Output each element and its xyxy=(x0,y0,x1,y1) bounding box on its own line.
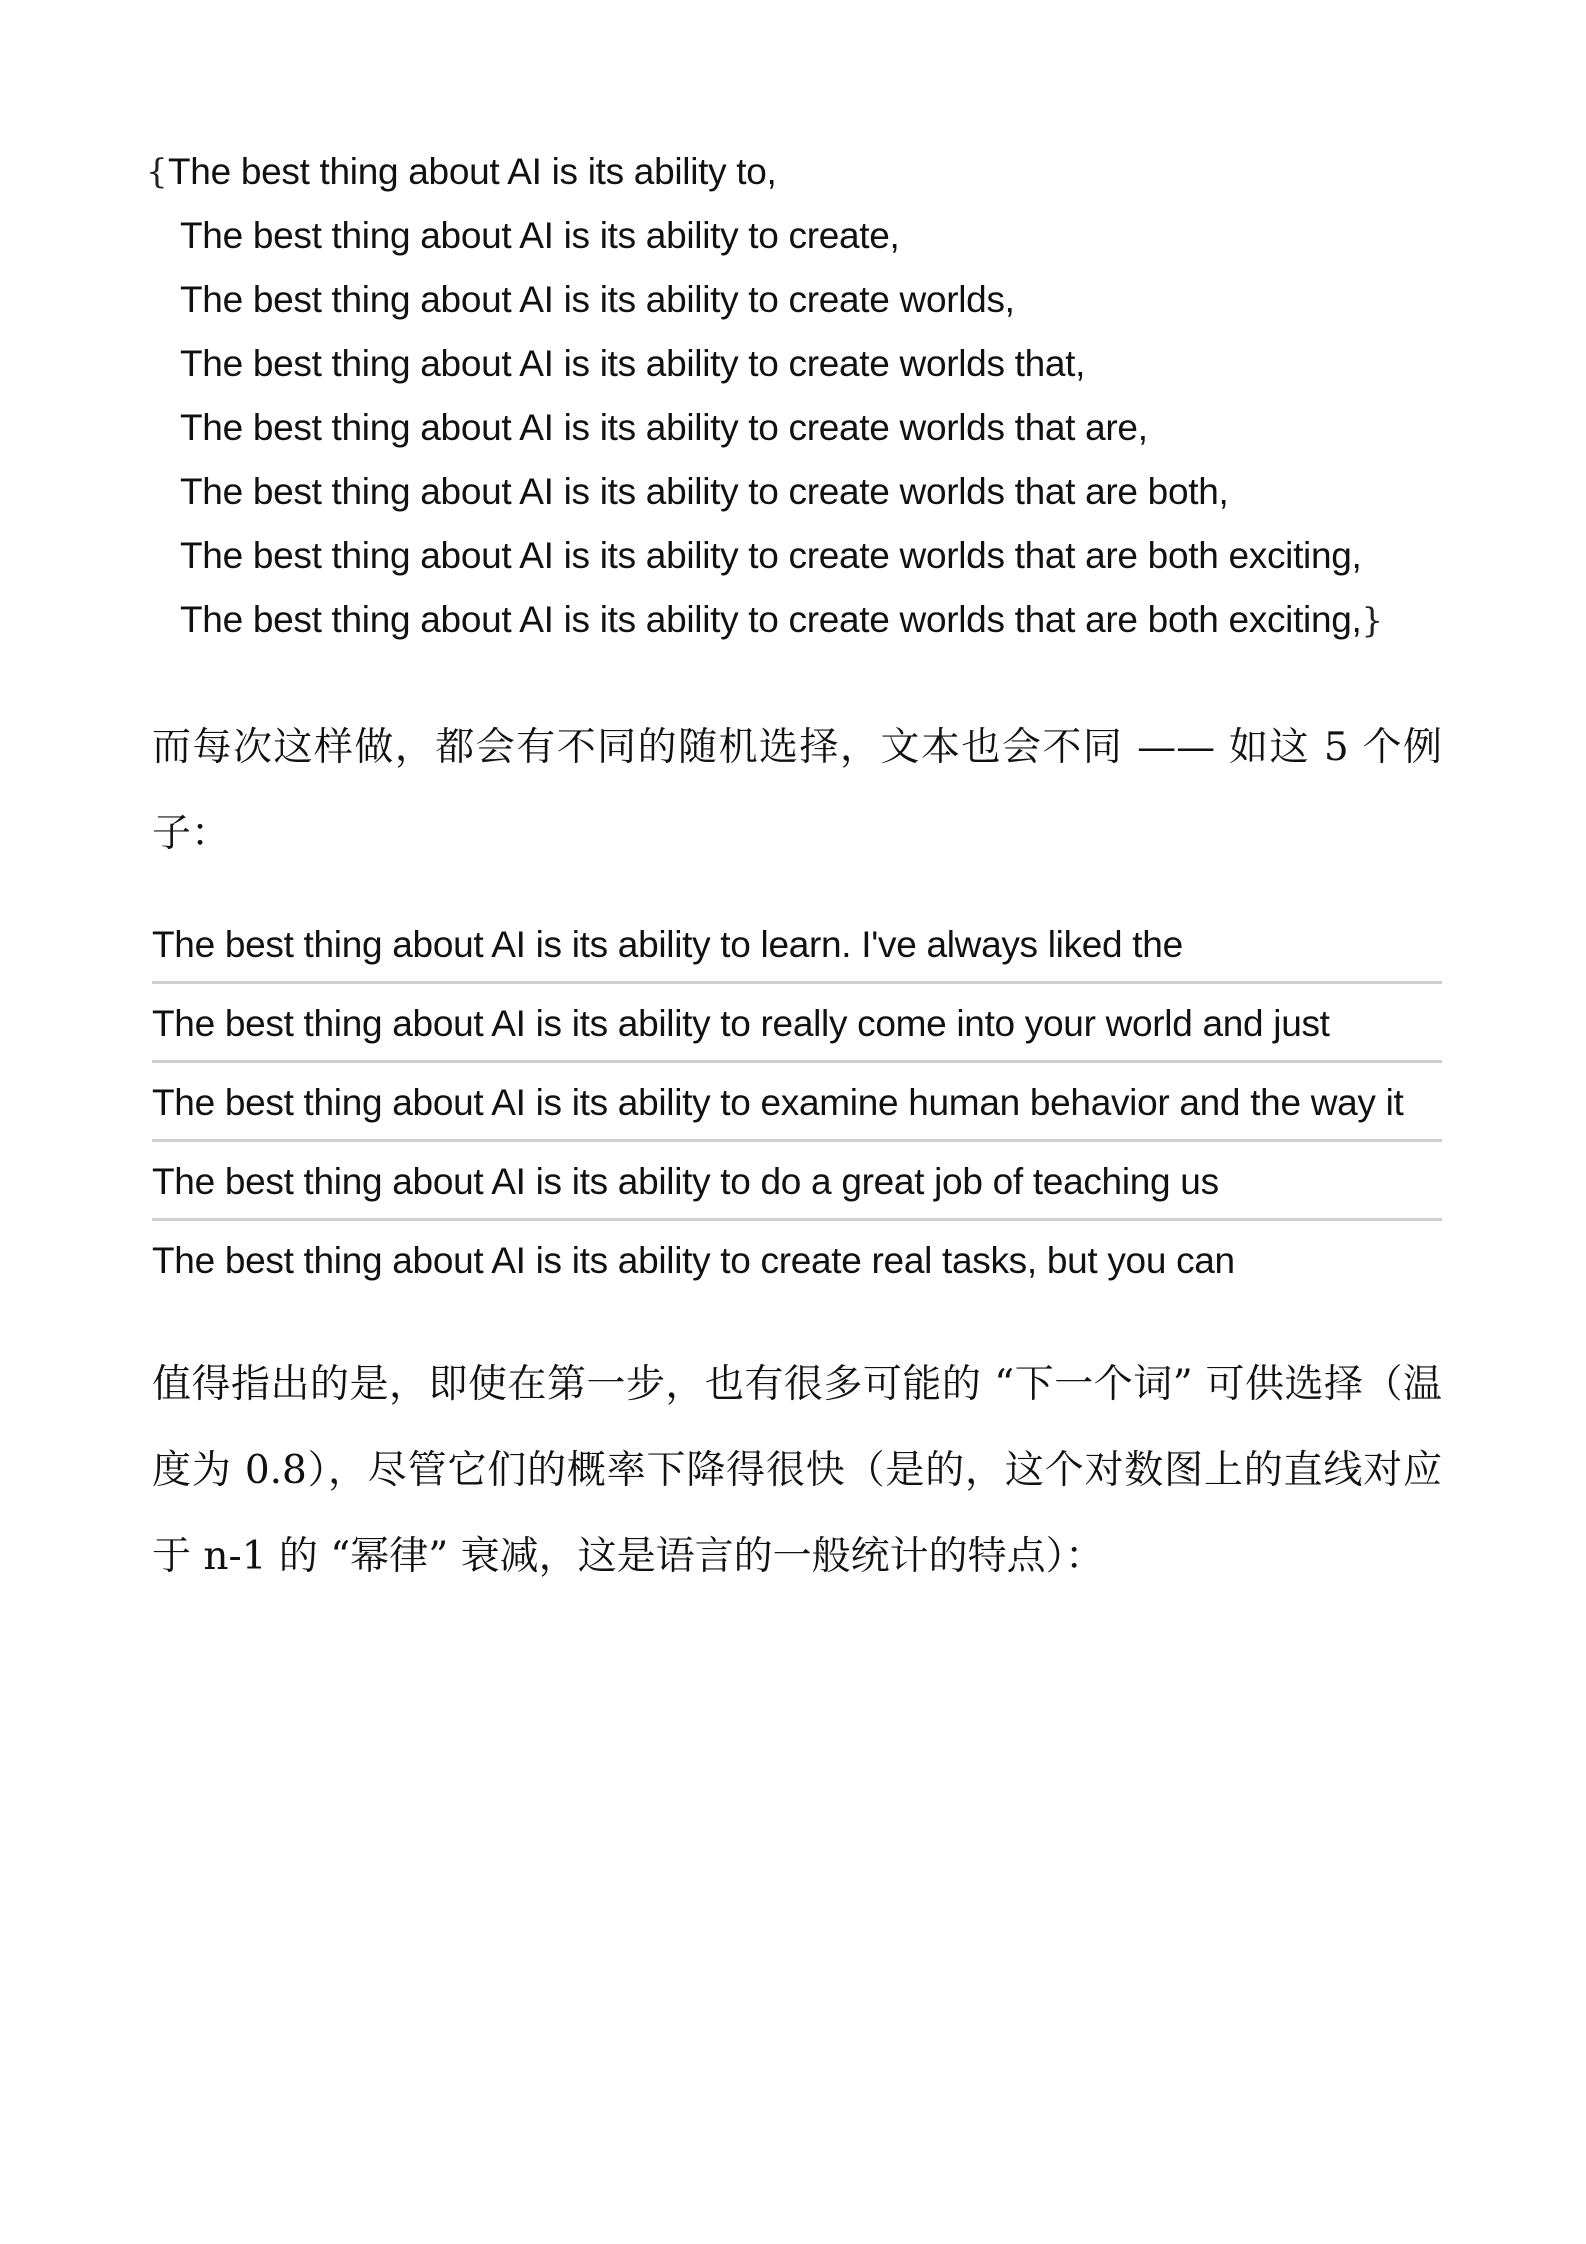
sequence-line xyxy=(146,588,1446,652)
sequence-line xyxy=(146,204,1446,268)
sequence-text: The best thing about AI is its ability to create worlds that are both exciting, xyxy=(180,599,1362,640)
sample-row: The best thing about AI is its ability to do a great job of teaching us xyxy=(152,1142,1442,1221)
sequence-line xyxy=(146,140,1446,204)
sample-row: The best thing about AI is its ability to create real tasks, but you can xyxy=(152,1240,1235,1281)
close-brace: } xyxy=(1361,601,1383,641)
sequence-text: The best thing about AI is its ability to create worlds that are, xyxy=(180,407,1148,448)
sample-row: The best thing about AI is its ability to learn. I've always liked the xyxy=(152,905,1442,984)
sample-row: The best thing about AI is its ability to examine human behavior and the way it xyxy=(152,1063,1442,1142)
sequence-line xyxy=(146,332,1446,396)
samples-table xyxy=(152,905,1442,1300)
sample-row: The best thing about AI is its ability to really come into your world and just xyxy=(152,984,1442,1063)
sequence-line xyxy=(146,396,1446,460)
sequence-list xyxy=(146,140,1446,652)
sequence-line xyxy=(146,524,1446,588)
sequence-text: The best thing about AI is its ability to, xyxy=(168,151,777,192)
sequence-text: The best thing about AI is its ability to create, xyxy=(180,215,900,256)
sequence-line xyxy=(146,268,1446,332)
sequence-text: The best thing about AI is its ability to create worlds, xyxy=(180,279,1015,320)
open-brace: { xyxy=(146,152,168,192)
sequence-text: The best thing about AI is its ability to create worlds that are both, xyxy=(180,471,1229,512)
sequence-text: The best thing about AI is its ability to create worlds that, xyxy=(180,343,1086,384)
paragraph-intro-samples: 而每次这样做，都会有不同的随机选择，文本也会不同 —— 如这 5 个例子： xyxy=(152,725,1442,856)
paragraph-next-word-note: 值得指出的是，即使在第一步，也有很多可能的 “下一个词” 可供选择（温度为 0.8），尽管它们的概率下降得很快（是的，这个对数图上的直线对应于 n-1 的 “幂律” 衰减，这是语言的一般统计的特点）： xyxy=(152,1362,1442,1579)
sequence-line xyxy=(146,460,1446,524)
sequence-text: The best thing about AI is its ability to create worlds that are both exciting, xyxy=(180,535,1362,576)
